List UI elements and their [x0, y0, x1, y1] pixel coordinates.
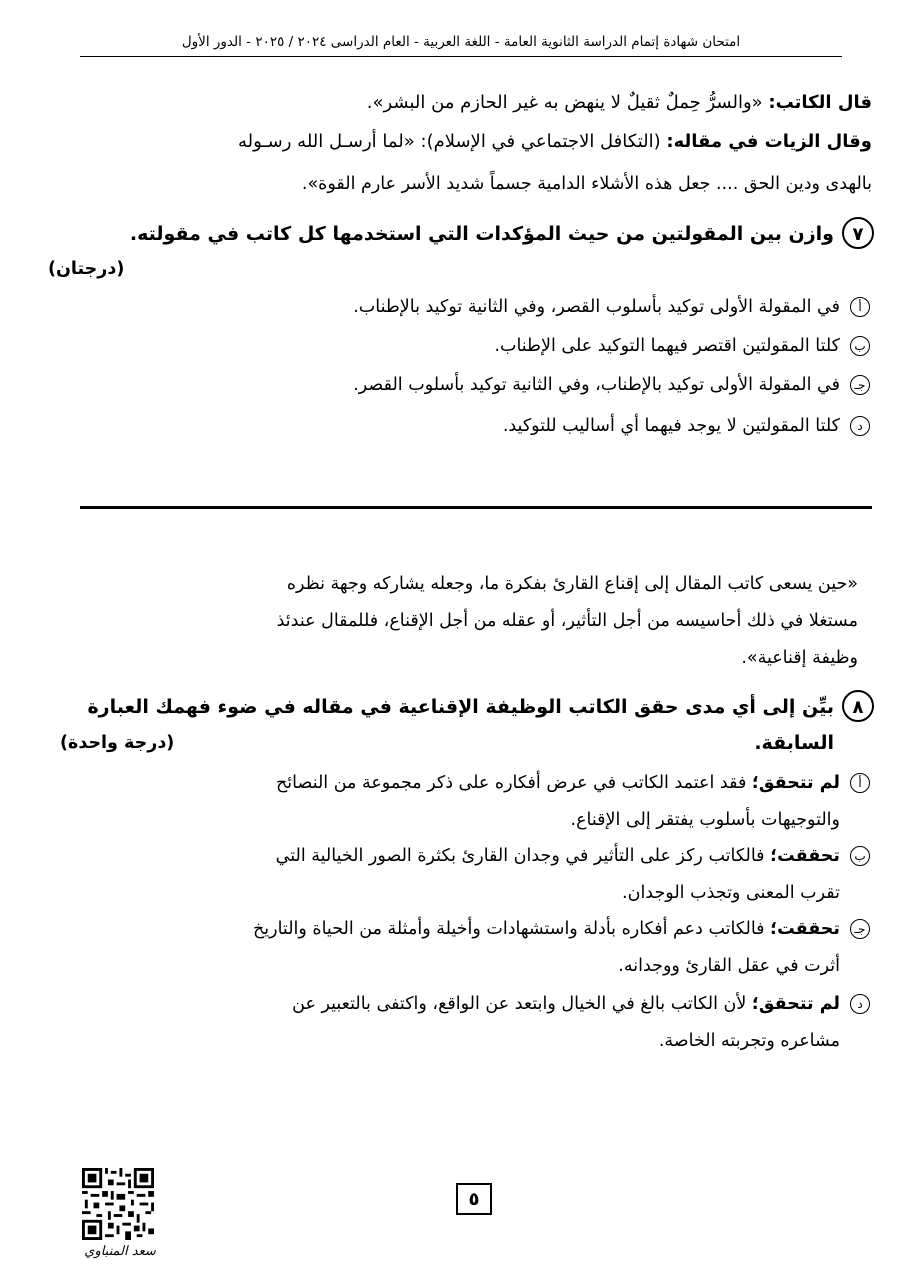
q8-option-b[interactable]: ب تحققت؛ فالكاتب ركز على التأثير في وجدان القارئ بكثرة الصور الخيالية التي تقرب المعنى وتجذب الوجدان.: [20, 838, 840, 912]
option-letter-circle: أ: [850, 297, 870, 317]
q8-option-a[interactable]: أ لم تتحقق؛ فقد اعتمد الكاتب في عرض أفكاره على ذكر مجموعة من النصائح والتوجيهات بأسلوب يفتقر إلى الإقناع.: [20, 765, 840, 839]
question-7-marks: (درجتان): [48, 259, 125, 279]
option-letter-circle: د: [850, 416, 870, 436]
option-letter-circle: د: [850, 994, 870, 1014]
passage1-line3: بالهدى ودين الحق .... جعل هذه الأشلاء الدامية جسماً شديد الأسر عارم القوة».: [301, 174, 872, 194]
option-letter-circle: ب: [850, 846, 870, 866]
passage1-line2: وقال الزيات في مقاله: (التكافل الاجتماعي في الإسلام): «لما أرسـل الله رسـوله: [237, 131, 872, 152]
question-8-marks: (درجة واحدة): [60, 733, 175, 753]
q8-option-c[interactable]: جـ تحققت؛ فالكاتب دعم أفكاره بأدلة واستشهادات وأخيلة وأمثلة من الحياة والتاريخ أثرت في عقل القارئ ووجدانه.: [20, 911, 840, 985]
page-number: ٥: [456, 1183, 492, 1215]
question-7-number: ٧: [842, 217, 874, 249]
option-letter-circle: جـ: [850, 919, 870, 939]
exam-page: امتحان شهادة إتمام الدراسة الثانوية العامة - اللغة العربية - العام الدراسى ٢٠٢٤ / ٢٠٢٥ - الدور الأول قال الكاتب: «والسرُّ حِملٌ ثقيلٌ لا ينهض به غير الحازم من البشر». وقال الزيات في مقاله: (التكافل الاجتماعي في الإسلام): «لما أرسـل الله رسـوله بالهدى ودين الحق .... جعل هذه الأشلاء الدامية جسماً شديد الأسر عارم القوة». ٧ وازن بين المقولتين من حيث المؤكدات التي استخدمها كل كاتب في مقولته. (درجتان) أ في المقولة الأولى توكيد بأسلوب القصر، وفي الثانية توكيد بالإطناب. ب كلتا المقولتين اقتصر فيهما التوكيد على الإطناب. جـ في المقولة الأولى توكيد بالإطناب، وفي الثانية توكيد بأسلوب القصر. د كلتا المقولتين لا يوجد فيهما أي أساليب للتوكيد. «حين يسعى كاتب المقال إلى إقناع القارئ بفكرة ما، وجعله يشاركه وجهة نظره مستغلا في ذلك أحاسيسه من أجل التأثير، أو عقله من أجل الإقناع، فللمقال عندئذ وظيفة إقناعية». ٨ بيِّن إلى أي مدى حقق الكاتب الوظيفة الإقناعية في مقاله في ضوء فهمك العبارة السابقة. (درجة واحدة) أ لم تتحقق؛ فقد اعتمد الكاتب في عرض أفكاره على ذكر مجموعة من النصائح والتوجيهات بأسلوب يفتقر إلى الإقناع. ب تحققت؛ فالكاتب ركز على التأثير في وجدان القارئ بكثرة الصور الخيالية التي تقرب المعنى وتجذب الوجدان. جـ تحققت؛ فالكاتب دعم أفكاره بأدلة واستشهادات وأخيلة وأمثلة من الحياة والتاريخ أثرت في عقل القارئ ووجدانه. د لم تتحقق؛ لأن الكاتب بالغ في الخيال وابتعد عن الواقع، واكتفى بالتعبير عن مشاعره وتجربته الخاصة. سعد المنباوي ٥: [0, 0, 904, 1273]
q8-option-d[interactable]: د لم تتحقق؛ لأن الكاتب بالغ في الخيال وابتعد عن الواقع، واكتفى بالتعبير عن مشاعره وتجربته الخاصة.: [20, 986, 840, 1060]
passage1-line1: قال الكاتب: «والسرُّ حِملٌ ثقيلٌ لا ينهض به غير الحازم من البشر».: [366, 92, 872, 113]
option-letter-circle: جـ: [850, 375, 870, 395]
passage2-line1: «حين يسعى كاتب المقال إلى إقناع القارئ بفكرة ما، وجعله يشاركه وجهة نظره: [286, 574, 858, 594]
author-signature: سعد المنباوي: [84, 1244, 156, 1259]
section-divider: [80, 506, 872, 509]
option-letter-circle: ب: [850, 336, 870, 356]
question-7-text: وازن بين المقولتين من حيث المؤكدات التي استخدمها كل كاتب في مقولته.: [129, 223, 834, 245]
option-letter-circle: أ: [850, 773, 870, 793]
question-8-text-line1: بيِّن إلى أي مدى حقق الكاتب الوظيفة الإقناعية في مقاله في ضوء فهمك العبارة: [87, 696, 834, 718]
page-header: امتحان شهادة إتمام الدراسة الثانوية العامة - اللغة العربية - العام الدراسى ٢٠٢٤ / ٢٠٢٥ - الدور الأول: [181, 34, 741, 50]
passage2-line3: وظيفة إقناعية».: [741, 648, 858, 668]
passage2-line2: مستغلا في ذلك أحاسيسه من أجل التأثير، أو عقله من أجل الإقناع، فللمقال عندئذ: [276, 611, 858, 631]
question-8-number: ٨: [842, 690, 874, 722]
question-8-text-line2: السابقة.: [754, 732, 834, 754]
header-divider: [80, 56, 842, 57]
qr-code-icon: [82, 1168, 154, 1240]
